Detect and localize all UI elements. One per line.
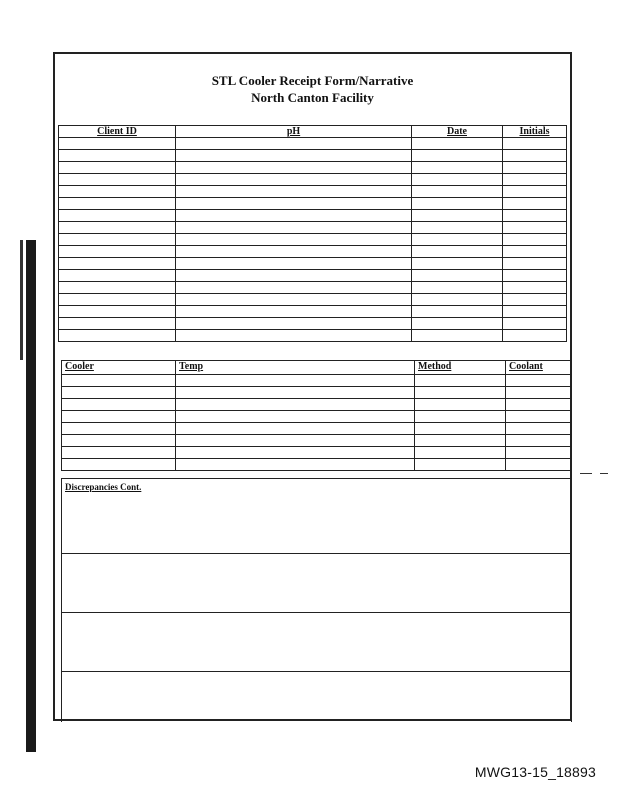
header-method: Method xyxy=(415,361,506,375)
sample-table-cell[interactable] xyxy=(176,210,412,222)
sample-table-row xyxy=(59,282,567,294)
cooler-table-cell[interactable] xyxy=(506,399,571,411)
header-date: Date xyxy=(412,126,503,138)
sample-table-cell[interactable] xyxy=(59,318,176,330)
cooler-table-cell[interactable] xyxy=(415,447,506,459)
sample-table-cell[interactable] xyxy=(59,210,176,222)
sample-table-cell[interactable] xyxy=(176,150,412,162)
sample-table xyxy=(58,125,567,342)
sample-table-cell[interactable] xyxy=(59,330,176,342)
sample-table-row xyxy=(59,186,567,198)
sample-table-cell[interactable] xyxy=(503,330,567,342)
sample-table-cell[interactable] xyxy=(412,138,503,150)
sample-table-cell[interactable] xyxy=(412,246,503,258)
sample-table-row xyxy=(59,222,567,234)
cooler-table-cell[interactable] xyxy=(506,387,571,399)
sample-table-row xyxy=(59,162,567,174)
sample-table-row xyxy=(59,198,567,210)
sample-table-cell[interactable] xyxy=(59,234,176,246)
sample-table-cell[interactable] xyxy=(412,234,503,246)
sample-table-cell[interactable] xyxy=(503,246,567,258)
sample-table-cell[interactable] xyxy=(176,270,412,282)
cooler-table-cell[interactable] xyxy=(506,447,571,459)
header-client-id: Client ID xyxy=(59,126,176,138)
sample-table-cell[interactable] xyxy=(503,270,567,282)
cooler-table-cell[interactable] xyxy=(176,423,415,435)
form-title-line1: STL Cooler Receipt Form/Narrative xyxy=(211,73,414,88)
cooler-table-cell[interactable] xyxy=(62,435,176,447)
form-title-line2: North Canton Facility xyxy=(251,90,374,105)
cooler-table-cell[interactable] xyxy=(415,435,506,447)
header-cooler: Cooler xyxy=(62,361,176,375)
cooler-table-cell[interactable] xyxy=(176,399,415,411)
cooler-table-cell[interactable] xyxy=(62,423,176,435)
sample-table-cell[interactable] xyxy=(412,210,503,222)
cooler-table-row xyxy=(62,459,571,471)
cooler-table-cell[interactable] xyxy=(176,459,415,471)
cooler-table-row xyxy=(62,375,571,387)
cooler-table-cell[interactable] xyxy=(415,459,506,471)
sample-table-row xyxy=(59,330,567,342)
sample-table-cell[interactable] xyxy=(503,162,567,174)
cooler-table-cell[interactable] xyxy=(176,447,415,459)
cooler-table-cell[interactable] xyxy=(176,411,415,423)
cooler-table-cell[interactable] xyxy=(62,459,176,471)
sample-table-cell[interactable] xyxy=(503,258,567,270)
sample-table-cell[interactable] xyxy=(412,150,503,162)
sample-table-cell[interactable] xyxy=(503,198,567,210)
sample-table-cell[interactable] xyxy=(176,138,412,150)
stray-mark xyxy=(580,473,592,474)
cooler-table-cell[interactable] xyxy=(176,435,415,447)
sample-table-row xyxy=(59,246,567,258)
sample-table-cell[interactable] xyxy=(503,174,567,186)
cooler-table xyxy=(61,360,571,471)
cooler-table-row xyxy=(62,447,571,459)
sample-table-cell[interactable] xyxy=(503,234,567,246)
cooler-table-cell[interactable] xyxy=(506,411,571,423)
cooler-table-row xyxy=(62,399,571,411)
sample-table-row xyxy=(59,258,567,270)
sample-table-cell[interactable] xyxy=(412,294,503,306)
cooler-table-cell[interactable] xyxy=(62,375,176,387)
cooler-table-row xyxy=(62,411,571,423)
discrepancies-box-4 xyxy=(61,671,572,722)
sample-table-cell[interactable] xyxy=(59,270,176,282)
sample-table-cell[interactable] xyxy=(59,150,176,162)
sample-table-cell[interactable] xyxy=(412,318,503,330)
sample-table-cell[interactable] xyxy=(59,294,176,306)
sample-table-cell[interactable] xyxy=(412,186,503,198)
sample-table-cell[interactable] xyxy=(503,150,567,162)
cooler-table-cell[interactable] xyxy=(62,399,176,411)
cooler-table-cell[interactable] xyxy=(415,375,506,387)
sample-table-row xyxy=(59,306,567,318)
cooler-table-row xyxy=(62,435,571,447)
sample-table-cell[interactable] xyxy=(59,246,176,258)
sample-table-cell[interactable] xyxy=(503,306,567,318)
sample-table-cell[interactable] xyxy=(412,270,503,282)
cooler-table-cell[interactable] xyxy=(176,387,415,399)
cooler-table-cell[interactable] xyxy=(415,399,506,411)
sample-table-cell[interactable] xyxy=(503,186,567,198)
discrepancies-box-2 xyxy=(61,553,572,613)
cooler-table-cell[interactable] xyxy=(415,423,506,435)
sample-table-cell[interactable] xyxy=(176,282,412,294)
sample-table-cell[interactable] xyxy=(59,162,176,174)
sample-table-cell[interactable] xyxy=(176,306,412,318)
sample-table-cell[interactable] xyxy=(412,222,503,234)
cooler-table-cell[interactable] xyxy=(506,459,571,471)
sample-table-row xyxy=(59,270,567,282)
cooler-table-cell[interactable] xyxy=(176,375,415,387)
sample-table-cell[interactable] xyxy=(412,306,503,318)
cooler-table-row xyxy=(62,387,571,399)
header-ph: pH xyxy=(176,126,412,138)
sample-table-cell[interactable] xyxy=(176,222,412,234)
document-id: MWG13-15_18893 xyxy=(474,764,596,780)
discrepancies-label: Discrepancies Cont. xyxy=(65,482,142,492)
cooler-table-cell[interactable] xyxy=(62,447,176,459)
cooler-table-cell[interactable] xyxy=(62,387,176,399)
sample-table-row xyxy=(59,234,567,246)
sample-table-cell[interactable] xyxy=(176,258,412,270)
sample-table-cell[interactable] xyxy=(176,234,412,246)
sample-table-cell[interactable] xyxy=(59,222,176,234)
sample-table-cell[interactable] xyxy=(412,162,503,174)
cooler-table-row xyxy=(62,423,571,435)
sample-table-cell[interactable] xyxy=(59,282,176,294)
header-initials: Initials xyxy=(503,126,567,138)
cooler-table-cell[interactable] xyxy=(415,411,506,423)
sample-table-row xyxy=(59,138,567,150)
sample-table-cell[interactable] xyxy=(176,246,412,258)
sample-table-cell[interactable] xyxy=(503,318,567,330)
sample-table-cell[interactable] xyxy=(59,306,176,318)
sample-table-cell[interactable] xyxy=(176,198,412,210)
sample-table-row xyxy=(59,318,567,330)
cooler-table-cell[interactable] xyxy=(506,375,571,387)
sample-table-cell[interactable] xyxy=(176,318,412,330)
sample-table-cell[interactable] xyxy=(176,294,412,306)
cooler-table-cell[interactable] xyxy=(506,423,571,435)
sample-table-cell[interactable] xyxy=(503,282,567,294)
sample-table-cell[interactable] xyxy=(59,174,176,186)
sample-table-cell[interactable] xyxy=(59,198,176,210)
sample-table-row xyxy=(59,174,567,186)
sample-table-cell[interactable] xyxy=(59,138,176,150)
sample-table-row xyxy=(59,150,567,162)
sample-table-cell[interactable] xyxy=(503,222,567,234)
sample-table-cell[interactable] xyxy=(503,138,567,150)
sample-table-cell[interactable] xyxy=(412,282,503,294)
cooler-table-cell[interactable] xyxy=(506,435,571,447)
sample-table-header xyxy=(59,126,567,138)
sample-table-cell[interactable] xyxy=(503,294,567,306)
sample-table-cell[interactable] xyxy=(176,174,412,186)
discrepancies-section xyxy=(61,478,570,721)
sample-table-cell[interactable] xyxy=(176,162,412,174)
sample-table-cell[interactable] xyxy=(412,198,503,210)
sample-table-cell[interactable] xyxy=(176,330,412,342)
cooler-table-cell[interactable] xyxy=(415,387,506,399)
stray-mark xyxy=(600,473,608,474)
sample-table-cell[interactable] xyxy=(176,186,412,198)
sample-table-cell[interactable] xyxy=(59,258,176,270)
form-sheet xyxy=(53,52,572,721)
header-temp: Temp xyxy=(176,361,415,375)
scan-edge-mark xyxy=(20,240,23,360)
sample-table-row xyxy=(59,294,567,306)
cooler-table-header xyxy=(62,361,571,375)
form-title xyxy=(55,72,570,106)
header-coolant: Coolant xyxy=(506,361,571,375)
sample-table-cell[interactable] xyxy=(412,258,503,270)
sample-table-cell[interactable] xyxy=(412,174,503,186)
sample-table-cell[interactable] xyxy=(412,330,503,342)
scan-edge-shadow xyxy=(26,240,36,752)
sample-table-cell[interactable] xyxy=(503,210,567,222)
sample-table-row xyxy=(59,210,567,222)
cooler-table-cell[interactable] xyxy=(62,411,176,423)
discrepancies-box-3 xyxy=(61,612,572,672)
sample-table-cell[interactable] xyxy=(59,186,176,198)
